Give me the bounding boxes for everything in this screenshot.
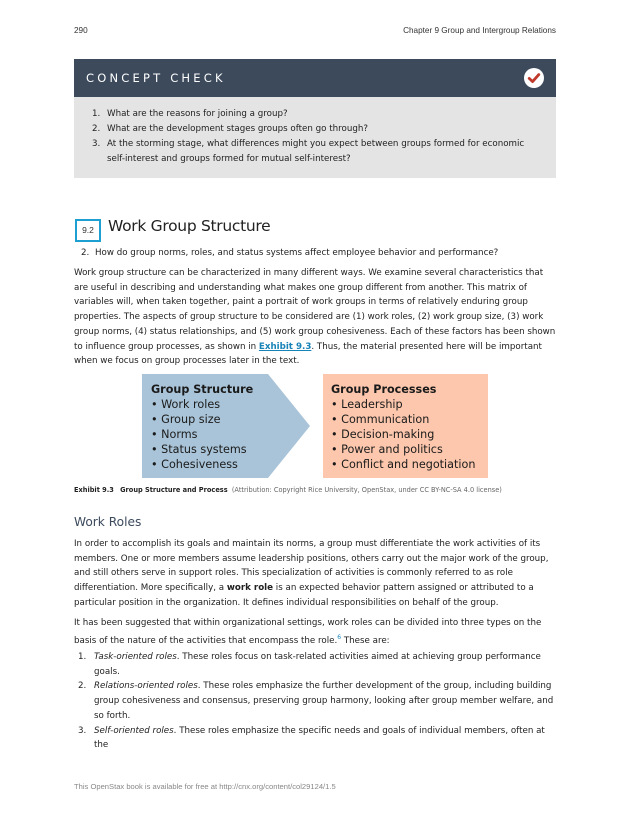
learning-objective: 2. How do group norms, roles, and status systems affect employee behavior and performance?: [81, 248, 499, 258]
exhibit-caption: [74, 486, 502, 494]
role-types-paragraph: It has been suggested that within organizational settings, work roles can be divided into three types on the basis of the nature of the activities that encompass the role.$^6$ These are:: [74, 618, 542, 646]
page-footer: This OpenStax book is available for free at http://cnx.org/content/col29124/1.5: [74, 782, 336, 791]
page-header: [74, 26, 556, 38]
list-item: • Conflict and negotiation: [331, 458, 476, 471]
list-item: • Status systems: [151, 443, 247, 456]
list-item: 3. Self-oriented roles. These roles emphasize the specific needs and goals of individual members, often at the: [78, 725, 545, 751]
list-item: 1. Task-oriented roles. These roles focus on task-related activities aimed at achieving group performance goals.: [78, 652, 541, 677]
list-item: 3. At the storming stage, what differences might you expect between groups formed for economic self-interest and groups formed for mutual self-interest?: [92, 139, 525, 164]
page-number: 290: [74, 26, 88, 35]
list-item: 1. What are the reasons for joining a group?: [92, 109, 288, 119]
list-item: • Leadership: [331, 398, 403, 411]
list-item: 2. What are the development stages groups often go through?: [92, 124, 368, 134]
concept-check-body: [74, 97, 556, 178]
exhibit-figure: [142, 374, 488, 478]
key-term: work role: [226, 583, 274, 594]
group-processes-title: Group Processes: [331, 383, 437, 396]
footnote-ref[interactable]: 6: [337, 633, 342, 641]
list-item: • Communication: [331, 413, 430, 426]
intro-paragraph: Work group structure can be characterized in many different ways. We examine several characteristics that are useful in describing and understanding what makes one group different from another. This matrix of variables will, when taken together, paint a portrait of work groups in terms of relatively enduring group properties. The aspects of group structure to be considered are (1) work roles, (2) work group size, (3) work group norms, (4) status relationships, and (5) work group cohesiveness. Each of these factors has been shown to influence group processes, as shown in Exhibit 9.3. Thus, the material presented here will be important when we focus on group processes later in the text.: [74, 268, 556, 367]
chapter-title: Chapter 9 Group and Intergroup Relations: [403, 26, 556, 35]
caption-label: Exhibit 9.3: [74, 486, 114, 494]
list-item: • Norms: [151, 428, 198, 441]
section-number-badge: 9.2: [75, 219, 101, 242]
list-item: 2. Relations-oriented roles. These roles emphasize the further development of the group, including building group cohesiveness and consensus, preserving group harmony, looking after group member welfare, and so forth.: [78, 681, 554, 721]
work-roles-paragraph: In order to accomplish its goals and maintain its norms, a group must differentiate the work activities of its members. One or more members assume leadership positions, others carry out the major work of the group, and still others serve in support roles. This specialization of activities is commonly referred to as role differentiation. More specifically, a work role is an expected behavior pattern assigned or attributed to a particular position in the organization. It defines individual responsibilities on behalf of the group.: [74, 539, 549, 608]
concept-check-header: [74, 59, 556, 97]
role-types-list: [78, 650, 558, 753]
group-structure-text: [151, 382, 253, 472]
check-circle-icon: [524, 68, 544, 88]
work-roles-heading: Work Roles: [74, 515, 142, 529]
caption-title: Group Structure and Process: [120, 486, 228, 494]
list-item: • Cohesiveness: [151, 458, 238, 471]
section-title: Work Group Structure: [108, 217, 271, 235]
caption-attribution: (Attribution: Copyright Rice University, OpenStax, under CC BY-NC-SA 4.0 license): [231, 486, 502, 494]
list-item: • Power and politics: [331, 443, 443, 456]
group-processes-text: [331, 382, 475, 472]
list-item: • Group size: [151, 413, 221, 426]
group-structure-title: Group Structure: [151, 383, 254, 396]
concept-check-list: [92, 107, 532, 167]
list-item: • Decision-making: [331, 428, 435, 441]
concept-check-title: CONCEPT CHECK: [86, 71, 226, 85]
list-item: • Work roles: [151, 398, 221, 411]
exhibit-link[interactable]: Exhibit 9.3: [258, 341, 312, 352]
